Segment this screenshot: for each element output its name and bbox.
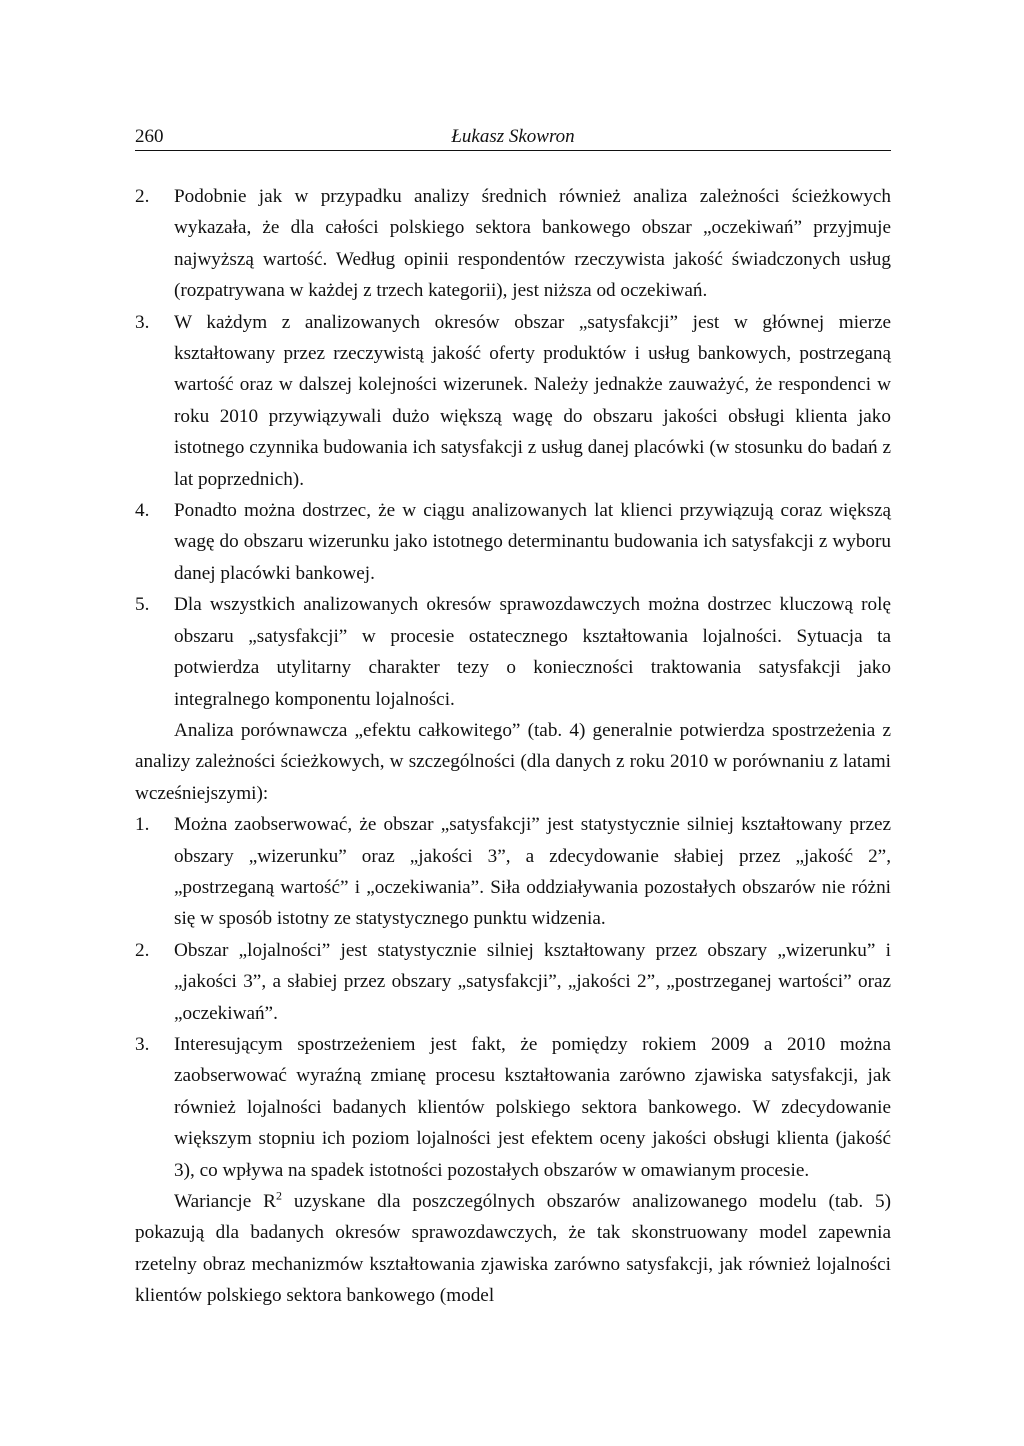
list-item <box>135 495 891 589</box>
list-item-number: 2. <box>135 186 150 207</box>
list-item-text: Ponadto można dostrzec, że w ciągu analizowanych lat klienci przywiązują coraz większą wagę do obszaru wizerunku jako istotnego determinantu budowania ich satysfakcji z wyboru danej placówki bankowej. <box>174 500 891 584</box>
list-item <box>135 809 891 935</box>
list-item-text: Dla wszystkich analizowanych okresów sprawozdawczych można dostrzec kluczową rolę obszaru „satysfakcji” w procesie ostatecznego kształtowania lojalności. Sytuacja ta potwierdza utylitarny charakter tezy o konieczności traktowania satysfakcji jako integralnego komponentu lojalności. <box>174 594 891 710</box>
list-item-number: 1. <box>135 814 150 836</box>
list-item <box>135 181 891 307</box>
body-text <box>135 181 891 1312</box>
list-item-number: 3. <box>135 311 150 333</box>
paragraph-total-effect: Analiza porównawcza „efektu całkowitego” (tab. 4) generalnie potwierdza spostrzeżenia z analizy zależności ścieżkowych, w szczególności (dla danych z roku 2010 w porównaniu z latami wcześniejszymi): <box>135 719 891 804</box>
list-item-text: Interesującym spostrzeżeniem jest fakt, że pomiędzy rokiem 2009 a 2010 można zaobserwować wyraźną zmianę procesu kształtowania zarówno zjawiska satysfakcji, jak również lojalności badanych klientów polskiego sektora bankowego. W zdecydowanie większym stopniu ich poziom lojalności jest efektem oceny jakości obsługi klienta (jakość 3), co wpływa na spadek istotności pozostałych obszarów w omawianym procesie. <box>174 1033 891 1181</box>
variance-text-start: Wariancje R <box>174 1191 276 1212</box>
list-item-number: 3. <box>135 1033 150 1055</box>
list-item-number: 5. <box>135 594 150 616</box>
list-item-text: Obszar „lojalności” jest statystycznie silniej kształtowany przez obszary „wizerunku” i „jakości 3”, a słabiej przez obszary „satysfakcji”, „jakości 2”, „postrzeganej wartości” oraz „oczekiwań”. <box>174 939 891 1024</box>
list-item-number: 4. <box>135 500 150 522</box>
paragraph-variance <box>135 1186 891 1312</box>
variance-text-rest: uzyskane dla poszczególnych obszarów analizowanego modelu (tab. 5) pokazują dla badanych okresów sprawozdawczych, że tak skonstruowany model zapewnia rzetelny obraz mechanizmów kształtowania zjawiska zarówno satysfakcji, jak również lojalności klientów polskiego sektora bankowego (model <box>135 1191 891 1307</box>
list-item-number: 2. <box>135 939 150 961</box>
running-header <box>135 124 891 151</box>
list-item <box>135 935 891 1029</box>
list-item-text: Podobnie jak w przypadku analizy średnich również analiza zależności ścieżkowych wykazała, że dla całości polskiego sektora bankowego obszar „oczekiwań” przyjmuje najwyższą wartość. Według opinii respondentów rzeczywista jakość świadczonych usług (rozpatrywana w każdej z trzech kategorii), jest niższa od oczekiwań. <box>174 186 891 302</box>
list-item-text: Można zaobserwować, że obszar „satysfakcji” jest statystycznie silniej kształtowany przez obszary „wizerunku” oraz „jakości 3”, a zdecydowanie słabiej przez „jakość 2”, „postrzeganą wartość” i „oczekiwania”. Siła oddziaływania pozostałych obszarów nie różni się w sposób istotny ze statystycznego punktu widzenia. <box>174 814 891 930</box>
numbered-list-total-effect <box>135 809 891 1186</box>
list-item-text: W każdym z analizowanych okresów obszar „satysfakcji” jest w głównej mierze kształtowany przez rzeczywistą jakość oferty produktów i usług bankowych, postrzeganą wartość oraz w dalszej kolejności wizerunek. Należy jednakże zauważyć, że respondenci w roku 2010 przywiązywali dużo większą wagę do obszaru jakości obsługi klienta jako istotnego czynnika budowania ich satysfakcji z usług danej placówki (w stosunku do badań z lat poprzednich). <box>174 311 891 490</box>
superscript: 2 <box>275 1188 282 1203</box>
list-item <box>135 1029 891 1186</box>
running-head-author: Łukasz Skowron <box>451 126 575 147</box>
list-item <box>135 589 891 715</box>
list-item <box>135 307 891 495</box>
numbered-list-findings <box>135 181 891 715</box>
page-number: 260 <box>135 126 164 147</box>
